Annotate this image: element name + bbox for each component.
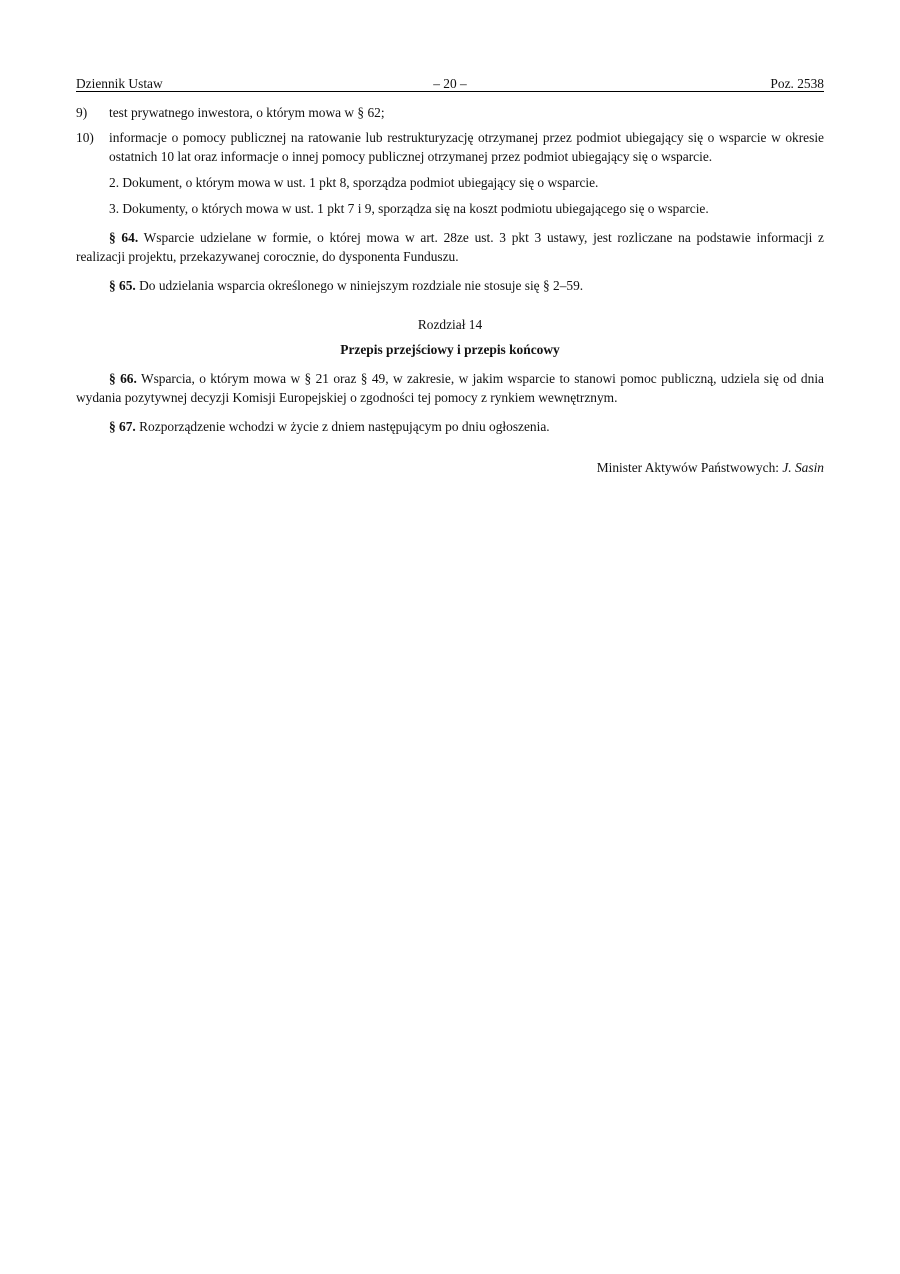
document-page — [76, 72, 824, 477]
position-number: Poz. 2538 — [770, 76, 824, 91]
section-65-text: Do udzielania wsparcia określonego w niniejszym rozdziale nie stosuje się § 2–59. — [135, 278, 584, 293]
section-66-text: Wsparcia, o którym mowa w § 21 oraz § 49, w zakresie, w jakim wsparcie to stanowi pomoc publiczną, udziela się od dnia wydania pozytywnej decyzji Komisji Europejskiej o zgodności tej pomocy z rynkiem wewnętrznym. — [76, 371, 824, 405]
section-67-text: Rozporządzenie wchodzi w życie z dniem następującym po dniu ogłoszenia. — [135, 419, 550, 434]
page-number: – 20 – — [433, 76, 467, 91]
list-item-number: 10) — [76, 130, 94, 145]
section-67-label: § 67. — [109, 419, 136, 434]
list-item — [76, 128, 824, 166]
section-65 — [76, 276, 824, 295]
list-item-text: informacje o pomocy publicznej na ratowanie lub restrukturyzację otrzymanej przez podmiot ubiegający się o wsparcie w okresie ostatnich 10 lat oraz informacje o innej pomocy publicznej otrzymanej przez podmiot ubiegający się o wsparcie. — [109, 130, 824, 164]
paragraph-ust-3: 3. Dokumenty, o których mowa w ust. 1 pkt 7 i 9, sporządza się na koszt podmiotu ubiegającego się o wsparcie. — [109, 201, 709, 216]
list-item-number: 9) — [76, 105, 88, 120]
section-66-label: § 66. — [109, 371, 137, 386]
page-header — [76, 72, 824, 92]
chapter-number: Rozdział 14 — [417, 317, 483, 332]
section-66 — [76, 369, 824, 407]
list-item — [76, 103, 824, 122]
section-64 — [76, 228, 824, 266]
publication-name: Dziennik Ustaw — [76, 76, 163, 91]
paragraph-ust-2: 2. Dokument, o którym mowa w ust. 1 pkt 8, sporządza podmiot ubiegający się o wsparcie. — [109, 175, 599, 190]
signature-title: Minister Aktywów Państwowych: — [596, 460, 783, 475]
signature-block — [76, 458, 824, 477]
signature-name: J. Sasin — [782, 460, 824, 475]
section-64-label: § 64. — [109, 230, 139, 245]
chapter-title: Przepis przejściowy i przepis końcowy — [340, 342, 560, 357]
section-65-label: § 65. — [109, 278, 136, 293]
section-64-text: Wsparcie udzielane w formie, o której mowa w art. 28ze ust. 3 pkt 3 ustawy, jest rozliczane na podstawie informacji z realizacji projektu, przekazywanej corocznie, do dysponenta Funduszu. — [76, 230, 825, 264]
list-item-text: test prywatnego inwestora, o którym mowa w § 62; — [109, 105, 385, 120]
section-67 — [76, 417, 824, 436]
